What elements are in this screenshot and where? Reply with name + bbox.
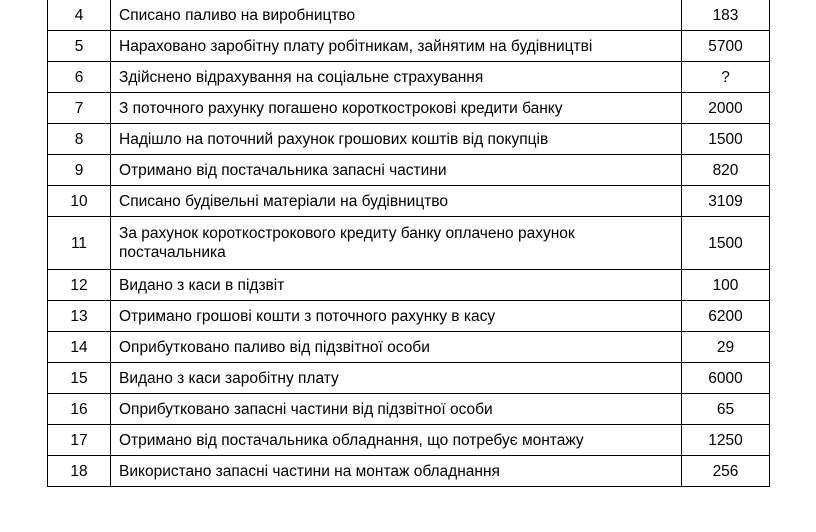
row-amount: 1500 <box>682 124 770 155</box>
row-number: 9 <box>48 155 111 186</box>
table-row <box>48 31 770 62</box>
transactions-table-wrapper <box>47 0 770 487</box>
row-amount: 6200 <box>682 301 770 332</box>
row-amount: 29 <box>682 332 770 363</box>
row-amount: 820 <box>682 155 770 186</box>
table-row <box>48 217 770 270</box>
table-row <box>48 270 770 301</box>
row-description: Отримано від постачальника обладнання, що потребує монтажу <box>111 425 682 456</box>
table-row <box>48 186 770 217</box>
transactions-table <box>47 0 770 487</box>
table-row <box>48 425 770 456</box>
row-description: Надішло на поточний рахунок грошових коштів від покупців <box>111 124 682 155</box>
row-amount: 2000 <box>682 93 770 124</box>
row-number: 6 <box>48 62 111 93</box>
row-amount: 6000 <box>682 363 770 394</box>
row-description: Оприбутковано паливо від підзвітної особи <box>111 332 682 363</box>
table-row <box>48 301 770 332</box>
row-number: 17 <box>48 425 111 456</box>
row-amount: 100 <box>682 270 770 301</box>
row-amount: 183 <box>682 0 770 31</box>
row-number: 18 <box>48 456 111 487</box>
transactions-table-body <box>48 0 770 487</box>
row-description: Отримано від постачальника запасні частини <box>111 155 682 186</box>
table-row <box>48 93 770 124</box>
row-number: 13 <box>48 301 111 332</box>
table-row <box>48 332 770 363</box>
row-number: 12 <box>48 270 111 301</box>
row-description: Оприбутковано запасні частини від підзвітної особи <box>111 394 682 425</box>
row-amount: 3109 <box>682 186 770 217</box>
table-row <box>48 124 770 155</box>
row-description: Списано будівельні матеріали на будівництво <box>111 186 682 217</box>
row-description: Видано з каси заробітну плату <box>111 363 682 394</box>
table-row <box>48 363 770 394</box>
row-number: 11 <box>48 217 111 270</box>
row-amount: 5700 <box>682 31 770 62</box>
row-number: 15 <box>48 363 111 394</box>
row-description: Отримано грошові кошти з поточного рахунку в касу <box>111 301 682 332</box>
row-description: За рахунок короткострокового кредиту банку оплачено рахунок постачальника <box>111 217 682 270</box>
table-row <box>48 394 770 425</box>
table-row <box>48 0 770 31</box>
table-row <box>48 456 770 487</box>
row-amount: 1500 <box>682 217 770 270</box>
row-description: Здійснено відрахування на соціальне страхування <box>111 62 682 93</box>
row-amount: ? <box>682 62 770 93</box>
row-number: 5 <box>48 31 111 62</box>
row-number: 16 <box>48 394 111 425</box>
row-number: 7 <box>48 93 111 124</box>
row-number: 10 <box>48 186 111 217</box>
row-amount: 256 <box>682 456 770 487</box>
row-number: 4 <box>48 0 111 31</box>
row-description: Видано з каси в підзвіт <box>111 270 682 301</box>
row-description: З поточного рахунку погашено короткострокові кредити банку <box>111 93 682 124</box>
row-number: 14 <box>48 332 111 363</box>
row-description: Списано паливо на виробництво <box>111 0 682 31</box>
row-description: Нараховано заробітну плату робітникам, зайнятим на будівництві <box>111 31 682 62</box>
table-row <box>48 62 770 93</box>
row-amount: 1250 <box>682 425 770 456</box>
row-amount: 65 <box>682 394 770 425</box>
row-number: 8 <box>48 124 111 155</box>
row-description: Використано запасні частини на монтаж обладнання <box>111 456 682 487</box>
table-row <box>48 155 770 186</box>
